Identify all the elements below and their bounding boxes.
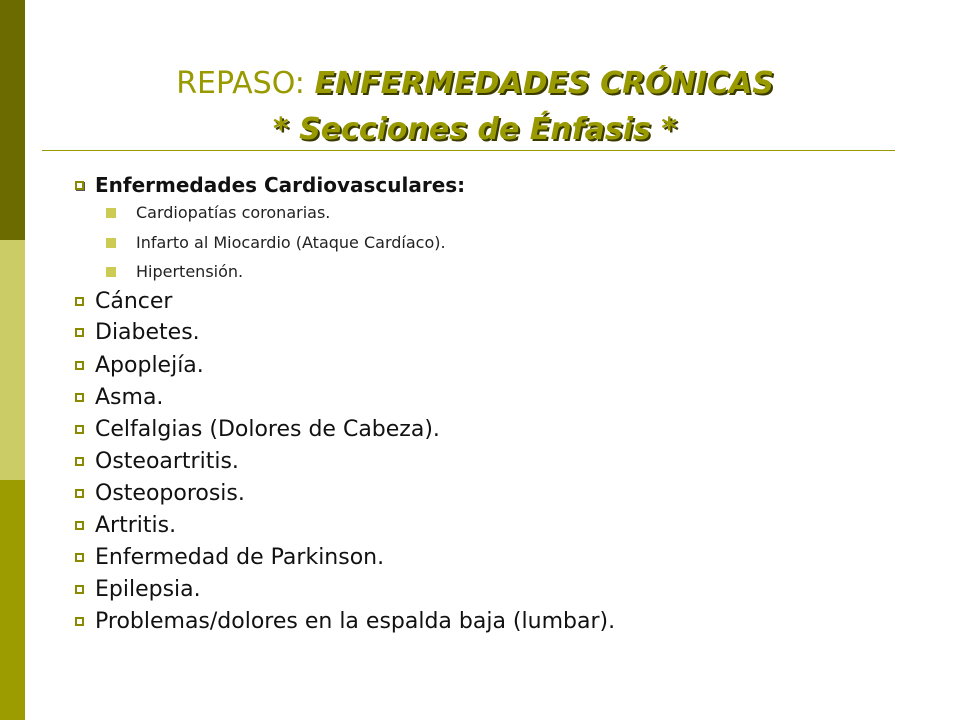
list-item-label: Problemas/dolores en la espalda baja (lumbar). [95, 609, 616, 634]
list-item [95, 289, 172, 314]
list-item [95, 481, 245, 506]
bullet-icon [75, 489, 84, 498]
list-item-label: Osteoartritis. [95, 449, 239, 474]
bullet-icon [75, 328, 84, 337]
list-item-label: Asma. [95, 385, 164, 410]
title-subtitle: * Secciones de Énfasis * [272, 112, 678, 147]
bullet-icon [75, 585, 84, 594]
list-item [95, 545, 384, 570]
bullet-icon [106, 238, 116, 248]
list-item-label: Celfalgias (Dolores de Cabeza). [95, 417, 440, 442]
bullet-icon [75, 553, 84, 562]
title-prefix: REPASO: [176, 66, 315, 101]
bullet-icon [106, 208, 116, 218]
list-item [95, 577, 201, 602]
list-item-label: Apoplejía. [95, 353, 204, 378]
bullet-icon [75, 457, 84, 466]
list-item-label: Infarto al Miocardio (Ataque Cardíaco). [136, 233, 446, 252]
bullet-icon [75, 297, 84, 306]
bullet-icon [75, 393, 84, 402]
bullet-icon [75, 425, 84, 434]
list-item [95, 609, 615, 634]
bullet-icon [75, 181, 84, 190]
bullet-icon [106, 267, 116, 277]
list-item-label: Cáncer [95, 289, 173, 314]
list-item [95, 353, 204, 378]
sub-list-item [136, 262, 243, 281]
bullet-icon [75, 521, 84, 530]
bullet-icon [75, 361, 84, 370]
sub-list-item [136, 203, 330, 222]
sub-list-item [136, 233, 446, 252]
list-item-heading [95, 173, 465, 197]
list-item-label: Hipertensión. [136, 262, 244, 281]
list-item-label: Cardiopatías coronarias. [136, 203, 331, 222]
list-item [95, 385, 163, 410]
list-item [95, 417, 440, 442]
list-item-label: Artritis. [95, 513, 177, 538]
list-item-label: Enfermedades Cardiovasculares: [95, 173, 466, 197]
list-item-label: Epilepsia. [95, 577, 201, 602]
list-item [95, 449, 239, 474]
list-item [95, 320, 200, 345]
list-item-label: Osteoporosis. [95, 481, 245, 506]
list-item-label: Enfermedad de Parkinson. [95, 545, 385, 570]
list-item-label: Diabetes. [95, 320, 200, 345]
bullet-icon [75, 617, 84, 626]
list-item [95, 513, 176, 538]
title-emphasis: ENFERMEDADES CRÓNICAS [314, 66, 774, 101]
